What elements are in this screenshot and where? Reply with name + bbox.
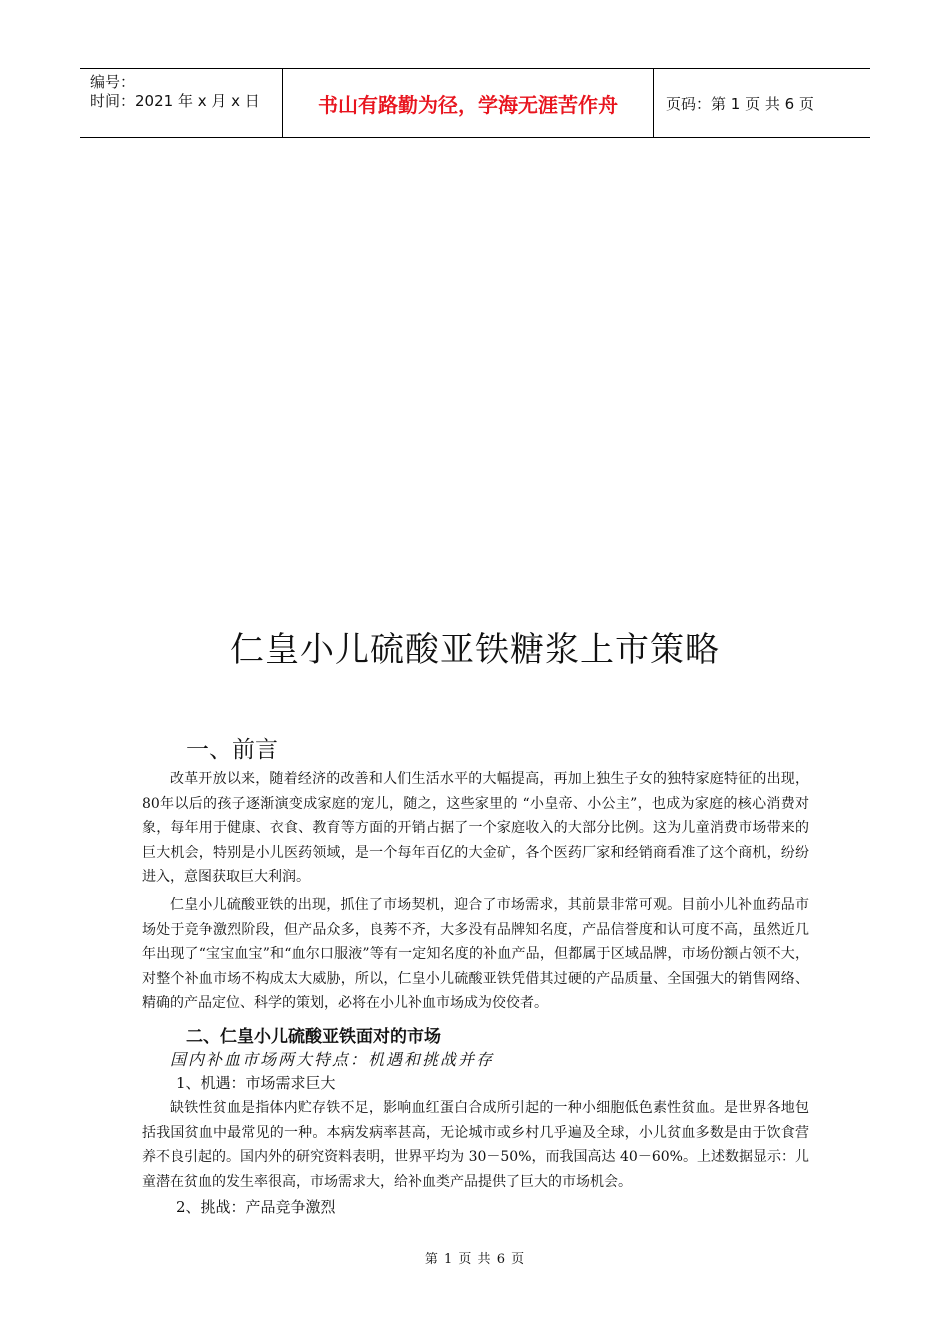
header-meta (80, 69, 282, 137)
section-heading-preface: 一、前言 (186, 737, 278, 763)
list-item-opportunity: 1、机遇：市场需求巨大 (176, 1074, 336, 1092)
document-header (80, 68, 870, 138)
page-footer: 第 1 页 共 6 页 (424, 1252, 526, 1267)
paragraph-opportunity: 缺铁性贫血是指体内贮存铁不足，影响血红蛋白合成所引起的一种小细胞低色素性贫血。是世界各地包括我国贫血中最常见的一种。本病发病率甚高，无论城市或乡村几乎遍及全球，小儿贫血多数是由于饮食营养不良引起的。国内外的研究资料表明，世界平均为 30－50%，而我国高达 40－60%。上述数据显示：儿童潜在贫血的发生率很高，市场需求大，给补血类产品提供了巨大的市场机会。 (142, 1100, 809, 1190)
list-item-challenge: 2、挑战：产品竞争激烈 (176, 1198, 336, 1216)
section-heading-market: 二、仁皇小儿硫酸亚铁面对的市场 (186, 1027, 441, 1047)
document-number-label: 编号： (90, 73, 136, 91)
paragraph-preface-1: 改革开放以来，随着经济的改善和人们生活水平的大幅提高，再加上独生子女的独特家庭特征的出现，80年以后的孩子逐渐演变成家庭的宠儿，随之，这些家里的 “小皇帝、小公主”，也成为家庭的核心消费对象，每年用于健康、衣食、教育等方面的开销占据了一个家庭收入的大部分比例。这为儿童消费市场带来的巨大机会，特别是小儿医药领域，是一个每年百亿的大金矿，各个医药厂家和经销商看准了这个商机，纷纷进入，意图获取巨大利润。 (142, 771, 809, 885)
subheading-market-features: 国内补血市场两大特点：机遇和挑战并存 (170, 1050, 495, 1069)
paragraph-preface-2: 仁皇小儿硫酸亚铁的出现，抓住了市场契机，迎合了市场需求，其前景非常可观。目前小儿补血药品市场处于竞争激烈阶段，但产品众多，良莠不齐，大多没有品牌知名度，产品信誉度和认可度不高，虽然近几年出现了“宝宝血宝”和“血尔口服液”等有一定知名度的补血产品，但都属于区域品牌，市场份额占领不大，对整个补血市场不构成太大威胁，所以，仁皇小儿硫酸亚铁凭借其过硬的产品质量、全国强大的销售网络、精确的产品定位、科学的策划，必将在小儿补血市场成为佼佼者。 (142, 897, 809, 1011)
document-title: 仁皇小儿硫酸亚铁糖浆上市策略 (230, 630, 720, 670)
document-time-label: 时间：2021 年 x 月 x 日 (90, 92, 260, 110)
header-motto: 书山有路勤为径，学海无涯苦作舟 (282, 69, 654, 137)
header-page-info: 页码：第 1 页 共 6 页 (666, 94, 814, 113)
